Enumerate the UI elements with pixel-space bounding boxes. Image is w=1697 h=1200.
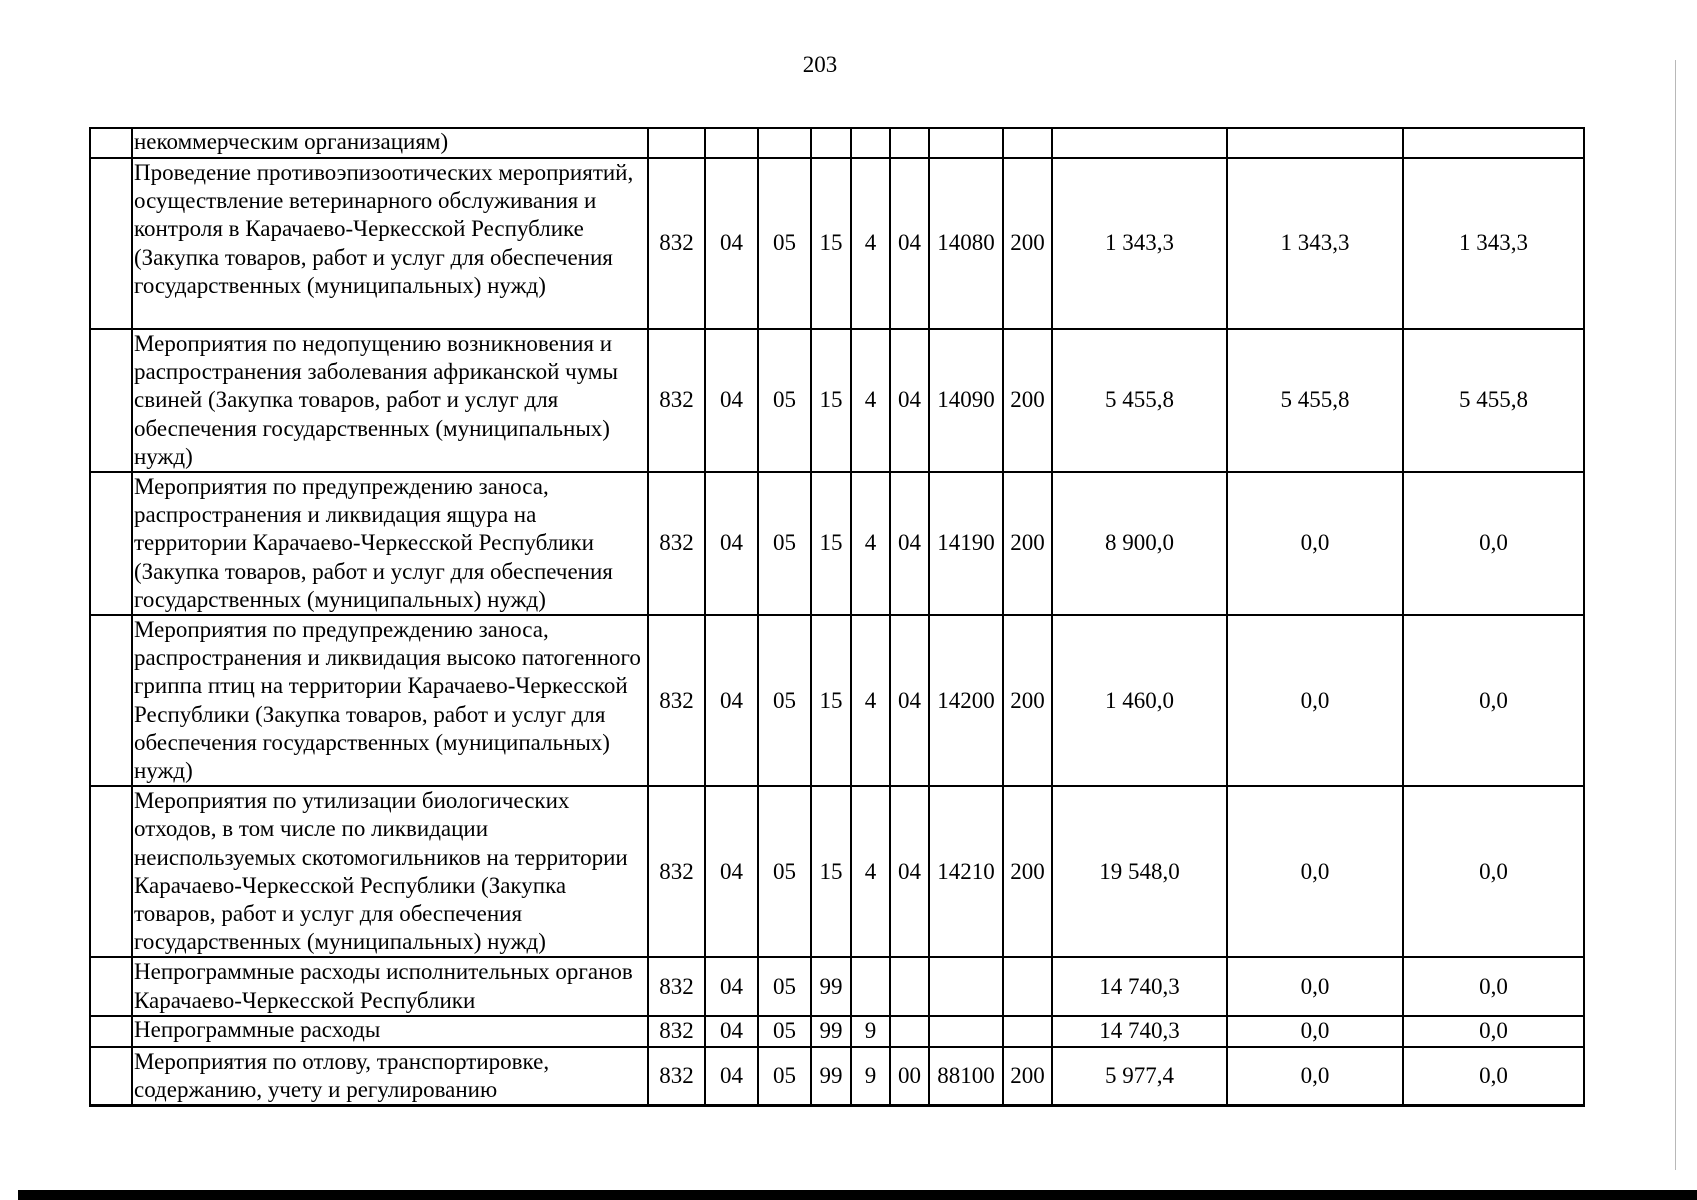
table-row — [90, 158, 1584, 329]
row-number-cell — [90, 957, 132, 1015]
description-cell: Непрограммные расходы исполнительных органов Карачаево-Черкесской Республики — [132, 957, 648, 1015]
code-cell: 04 — [705, 615, 758, 786]
scan-edge-line — [1675, 60, 1676, 1170]
code-cell: 4 — [851, 472, 890, 615]
code-cell — [1003, 957, 1052, 1015]
code-cell: 04 — [890, 472, 929, 615]
amount-cell — [1227, 128, 1403, 158]
code-cell: 04 — [705, 158, 758, 329]
description-cell: Мероприятия по отлову, транспортировке, содержанию, учету и регулированию — [132, 1047, 648, 1106]
code-cell: 00 — [890, 1047, 929, 1106]
code-cell: 4 — [851, 329, 890, 472]
code-cell — [648, 128, 705, 158]
amount-cell: 5 977,4 — [1052, 1047, 1227, 1106]
code-cell: 05 — [758, 1016, 811, 1047]
amount-cell: 1 343,3 — [1227, 158, 1403, 329]
code-cell: 04 — [890, 158, 929, 329]
table-row — [90, 472, 1584, 615]
amount-cell — [1403, 128, 1584, 158]
code-cell: 4 — [851, 615, 890, 786]
code-cell — [851, 957, 890, 1015]
amount-cell: 0,0 — [1403, 786, 1584, 957]
code-cell: 99 — [811, 1047, 851, 1106]
code-cell: 14090 — [929, 329, 1003, 472]
code-cell: 88100 — [929, 1047, 1003, 1106]
amount-cell: 0,0 — [1403, 1047, 1584, 1106]
code-cell — [929, 128, 1003, 158]
amount-cell: 14 740,3 — [1052, 1016, 1227, 1047]
amount-cell: 0,0 — [1227, 1047, 1403, 1106]
amount-cell: 19 548,0 — [1052, 786, 1227, 957]
code-cell: 832 — [648, 957, 705, 1015]
code-cell: 4 — [851, 158, 890, 329]
code-cell: 04 — [890, 329, 929, 472]
code-cell: 04 — [705, 786, 758, 957]
code-cell: 832 — [648, 1016, 705, 1047]
amount-cell: 1 343,3 — [1052, 158, 1227, 329]
table-row — [90, 957, 1584, 1015]
code-cell: 15 — [811, 472, 851, 615]
code-cell: 4 — [851, 786, 890, 957]
row-number-cell — [90, 1047, 132, 1106]
scan-bottom-bar — [18, 1190, 1697, 1200]
code-cell — [705, 128, 758, 158]
code-cell — [851, 128, 890, 158]
amount-cell: 1 460,0 — [1052, 615, 1227, 786]
code-cell: 15 — [811, 786, 851, 957]
row-number-cell — [90, 158, 132, 329]
code-cell: 05 — [758, 329, 811, 472]
code-cell: 200 — [1003, 1047, 1052, 1106]
amount-cell: 0,0 — [1227, 1016, 1403, 1047]
code-cell: 14190 — [929, 472, 1003, 615]
table-row — [90, 786, 1584, 957]
table-row — [90, 128, 1584, 158]
code-cell: 04 — [705, 329, 758, 472]
code-cell: 05 — [758, 957, 811, 1015]
code-cell: 9 — [851, 1047, 890, 1106]
budget-table — [89, 127, 1585, 1107]
code-cell — [1003, 128, 1052, 158]
code-cell: 04 — [890, 615, 929, 786]
row-number-cell — [90, 128, 132, 158]
code-cell: 04 — [705, 957, 758, 1015]
code-cell: 15 — [811, 158, 851, 329]
code-cell — [1003, 1016, 1052, 1047]
code-cell: 99 — [811, 957, 851, 1015]
code-cell: 9 — [851, 1016, 890, 1047]
code-cell: 200 — [1003, 472, 1052, 615]
code-cell — [890, 1016, 929, 1047]
code-cell: 04 — [705, 472, 758, 615]
amount-cell: 0,0 — [1227, 472, 1403, 615]
description-cell: Непрограммные расходы — [132, 1016, 648, 1047]
code-cell — [811, 128, 851, 158]
row-number-cell — [90, 329, 132, 472]
code-cell: 05 — [758, 158, 811, 329]
code-cell: 05 — [758, 1047, 811, 1106]
description-cell: Мероприятия по утилизации биологических отходов, в том числе по ликвидации неиспользуемых скотомогильников на территории Карачаево-Черкесской Республики (Закупка товаров, работ и услуг для обеспечения государственных (муниципальных) нужд) — [132, 786, 648, 957]
code-cell: 832 — [648, 472, 705, 615]
code-cell: 04 — [890, 786, 929, 957]
code-cell — [890, 957, 929, 1015]
code-cell — [929, 1016, 1003, 1047]
code-cell — [758, 128, 811, 158]
code-cell: 832 — [648, 158, 705, 329]
amount-cell: 1 343,3 — [1403, 158, 1584, 329]
amount-cell: 5 455,8 — [1227, 329, 1403, 472]
row-number-cell — [90, 615, 132, 786]
code-cell: 15 — [811, 615, 851, 786]
code-cell: 04 — [705, 1016, 758, 1047]
code-cell: 200 — [1003, 786, 1052, 957]
row-number-cell — [90, 1016, 132, 1047]
table-row — [90, 329, 1584, 472]
description-cell: Мероприятия по предупреждению заноса, распространения и ликвидация ящура на территории Карачаево-Черкесской Республики (Закупка товаров, работ и услуг для обеспечения государственных (муниципальных) нужд) — [132, 472, 648, 615]
code-cell: 832 — [648, 1047, 705, 1106]
code-cell: 05 — [758, 615, 811, 786]
code-cell: 200 — [1003, 615, 1052, 786]
amount-cell: 0,0 — [1403, 472, 1584, 615]
amount-cell: 8 900,0 — [1052, 472, 1227, 615]
amount-cell: 0,0 — [1403, 957, 1584, 1015]
page-number: 203 — [802, 52, 838, 77]
table-row — [90, 1047, 1584, 1106]
amount-cell — [1052, 128, 1227, 158]
table-row — [90, 1016, 1584, 1047]
code-cell: 200 — [1003, 158, 1052, 329]
code-cell: 15 — [811, 329, 851, 472]
code-cell: 200 — [1003, 329, 1052, 472]
amount-cell: 0,0 — [1227, 957, 1403, 1015]
amount-cell: 14 740,3 — [1052, 957, 1227, 1015]
row-number-cell — [90, 786, 132, 957]
amount-cell: 5 455,8 — [1052, 329, 1227, 472]
description-cell: Мероприятия по предупреждению заноса, распространения и ликвидация высоко патогенного гриппа птиц на территории Карачаево-Черкесской Республики (Закупка товаров, работ и услуг для обеспечения государственных (муниципальных) нужд) — [132, 615, 648, 786]
code-cell — [929, 957, 1003, 1015]
code-cell: 832 — [648, 329, 705, 472]
description-cell: Проведение противоэпизоотических мероприятий, осуществление ветеринарного обслуживания и контроля в Карачаево-Черкесской Республике (Закупка товаров, работ и услуг для обеспечения государственных (муниципальных) нужд) — [132, 158, 648, 329]
code-cell: 14210 — [929, 786, 1003, 957]
code-cell: 14200 — [929, 615, 1003, 786]
description-cell: некоммерческим организациям) — [132, 128, 648, 158]
code-cell: 04 — [705, 1047, 758, 1106]
description-cell: Мероприятия по недопущению возникновения и распространения заболевания африканской чумы свиней (Закупка товаров, работ и услуг для обеспечения государственных (муниципальных) нужд) — [132, 329, 648, 472]
code-cell: 832 — [648, 615, 705, 786]
code-cell: 832 — [648, 786, 705, 957]
amount-cell: 0,0 — [1227, 786, 1403, 957]
code-cell: 05 — [758, 472, 811, 615]
row-number-cell — [90, 472, 132, 615]
amount-cell: 0,0 — [1403, 1016, 1584, 1047]
code-cell: 05 — [758, 786, 811, 957]
code-cell: 14080 — [929, 158, 1003, 329]
amount-cell: 0,0 — [1227, 615, 1403, 786]
amount-cell: 5 455,8 — [1403, 329, 1584, 472]
code-cell — [890, 128, 929, 158]
code-cell: 99 — [811, 1016, 851, 1047]
table-row — [90, 615, 1584, 786]
amount-cell: 0,0 — [1403, 615, 1584, 786]
